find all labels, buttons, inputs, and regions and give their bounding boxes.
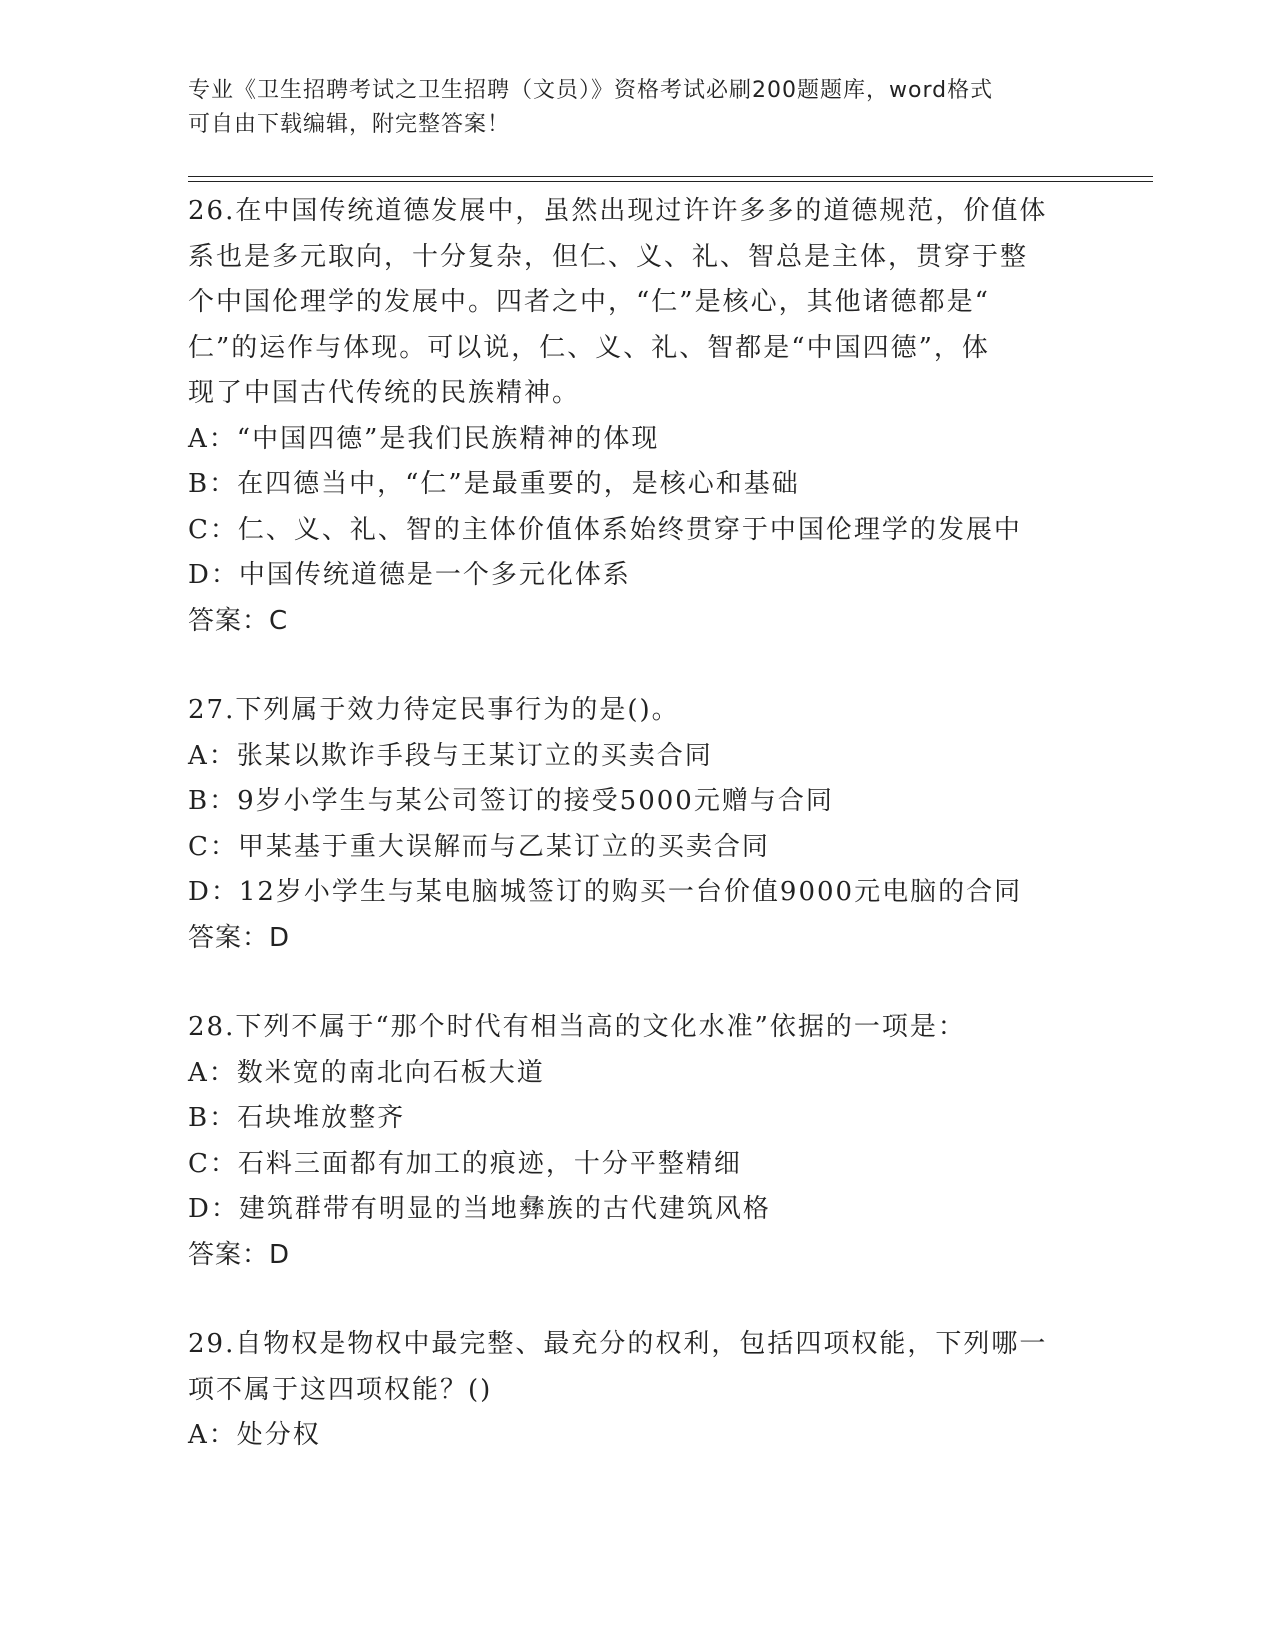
question-29 (188, 1322, 1088, 1459)
question-text-line: 系也是多元取向，十分复杂，但仁、义、礼、智总是主体，贯穿于整 (188, 241, 1029, 272)
question-text-line: 项不属于这四项权能？() (188, 1374, 493, 1405)
option-b: B：在四德当中，“仁”是最重要的，是核心和基础 (188, 469, 800, 499)
question-spacer (188, 961, 1088, 1005)
option-d: D：中国传统道德是一个多元化体系 (188, 560, 631, 590)
answer-line: 答案：D (188, 922, 291, 953)
option-c: C：石料三面都有加工的痕迹，十分平整精细 (188, 1148, 742, 1179)
question-text-line: 29.自物权是物权中最完整、最充分的权利，包括四项权能，下列哪一 (188, 1329, 1048, 1359)
question-spacer (188, 1278, 1088, 1322)
option-a: A：数米宽的南北向石板大道 (188, 1057, 545, 1088)
question-text-line: 28.下列不属于“那个时代有相当高的文化水准”依据的一项是： (188, 1012, 966, 1042)
question-list (188, 189, 1088, 1459)
option-b: B：石块堆放整齐 (188, 1103, 406, 1133)
option-d: D：建筑群带有明显的当地彝族的古代建筑风格 (188, 1194, 771, 1224)
header-divider-top (188, 176, 1153, 177)
option-d: D：12岁小学生与某电脑城签订的购买一台价值9000元电脑的合同 (188, 877, 1023, 907)
option-a: A：张某以欺诈手段与王某订立的买卖合同 (188, 740, 713, 771)
question-text-line: 27.下列属于效力待定民事行为的是()。 (188, 695, 680, 725)
option-a: A：“中国四德”是我们民族精神的体现 (188, 423, 660, 454)
question-26 (188, 189, 1088, 644)
option-c: C：仁、义、礼、智的主体价值体系始终贯穿于中国伦理学的发展中 (188, 514, 1022, 545)
question-text-line: 个中国伦理学的发展中。四者之中，“仁”是核心，其他诸德都是“ (188, 287, 990, 317)
document-header (188, 74, 1068, 142)
header-line-1: 专业《卫生招聘考试之卫生招聘（文员）》资格考试必刷200题题库，word格式 (188, 78, 994, 103)
question-text-line: 仁”的运作与体现。可以说，仁、义、礼、智都是“中国四德”，体 (188, 332, 990, 363)
question-27 (188, 688, 1088, 961)
question-spacer (188, 644, 1088, 688)
question-text-line: 现了中国古代传统的民族精神。 (188, 378, 581, 408)
option-a: A：处分权 (188, 1420, 321, 1450)
question-28 (188, 1005, 1088, 1278)
header-divider-bottom (188, 181, 1153, 182)
option-b: B：9岁小学生与某公司签订的接受5000元赠与合同 (188, 786, 834, 816)
option-c: C：甲某基于重大误解而与乙某订立的买卖合同 (188, 831, 770, 862)
question-text-line: 26.在中国传统道德发展中，虽然出现过许许多多的道德规范，价值体 (188, 196, 1048, 226)
header-line-2: 可自由下载编辑，附完整答案！ (188, 112, 511, 137)
answer-line: 答案：D (188, 1239, 291, 1270)
answer-line: 答案：C (188, 605, 289, 636)
